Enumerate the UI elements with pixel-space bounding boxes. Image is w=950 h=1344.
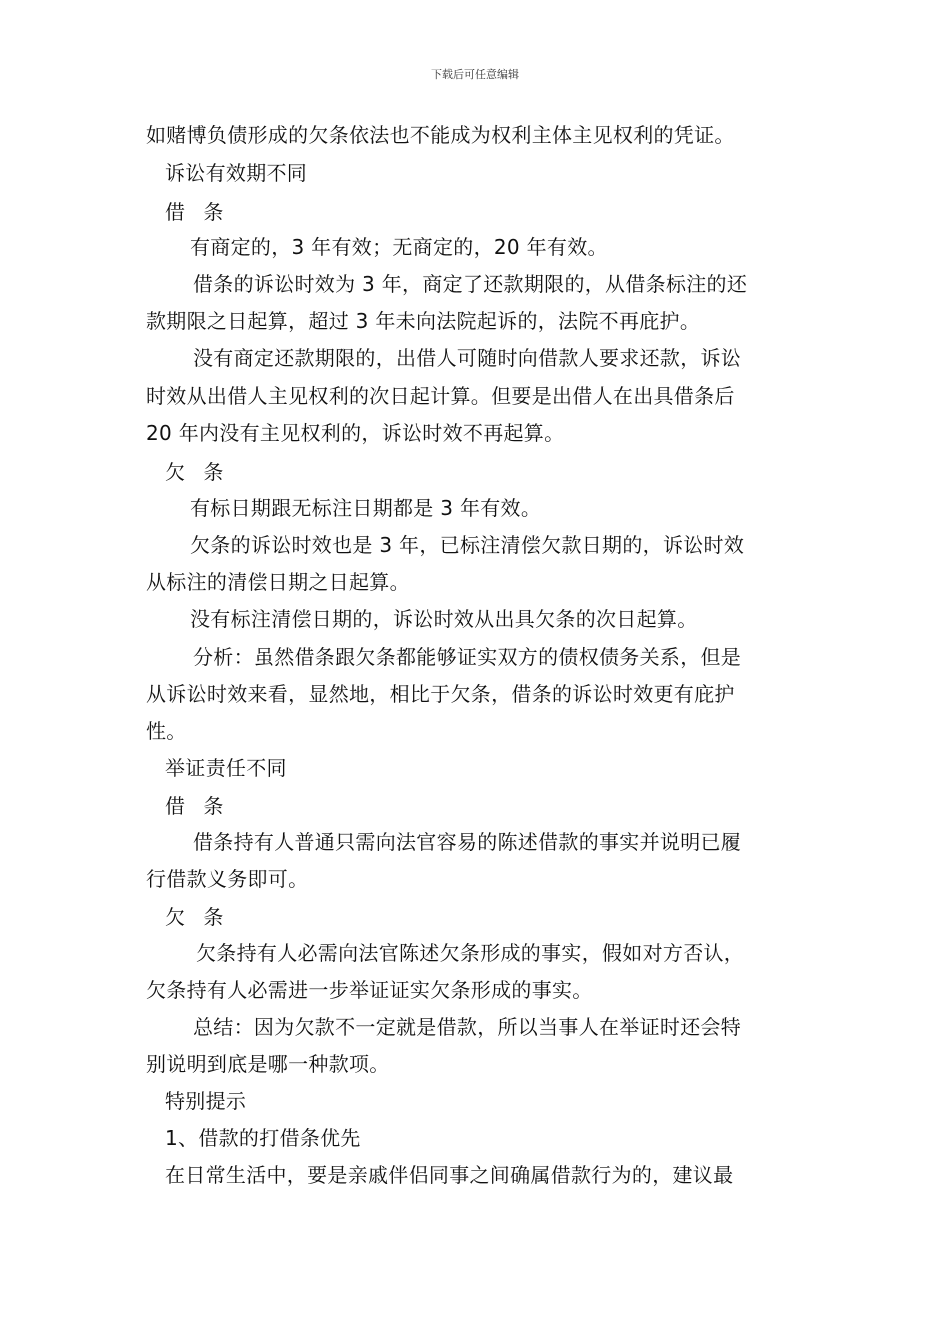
body-line: 有标日期跟无标注日期都是 3 年有效。 <box>190 496 542 520</box>
body-line: 有商定的，3 年有效；无商定的，20 年有效。 <box>190 235 608 259</box>
body-line: 分析：虽然借条跟欠条都能够证实双方的债权债务关系，但是 <box>193 645 742 669</box>
subheading: 借 条 <box>165 794 230 818</box>
body-line: 借条的诉讼时效为 3 年，商定了还款期限的，从借条标注的还 <box>193 272 748 296</box>
body-line: 别说明到底是哪一种款项。 <box>146 1052 390 1076</box>
subheading: 借 条 <box>165 200 230 224</box>
body-line: 如赌博负债形成的欠条依法也不能成为权利主体主见权利的凭证。 <box>146 123 735 147</box>
section-heading: 特别提示 <box>165 1089 247 1113</box>
body-line: 时效从出借人主见权利的次日起计算。但要是出借人在出具借条后 <box>146 384 735 408</box>
body-line: 欠条持有人必需向法官陈述欠条形成的事实，假如对方否认， <box>196 941 745 965</box>
section-heading: 1、借款的打借条优先 <box>165 1126 361 1150</box>
body-line: 行借款义务即可。 <box>146 867 309 891</box>
body-line: 在日常生活中，要是亲戚伴侣同事之间确属借款行为的，建议最 <box>165 1163 734 1187</box>
body-line: 从标注的清偿日期之日起算。 <box>146 570 410 594</box>
subheading: 欠 条 <box>165 905 230 929</box>
body-line: 没有商定还款期限的，出借人可随时向借款人要求还款，诉讼 <box>193 346 742 370</box>
body-line: 从诉讼时效来看，显然地，相比于欠条，借条的诉讼时效更有庇护 <box>146 682 735 706</box>
body-line: 总结：因为欠款不一定就是借款，所以当事人在举证时还会特 <box>193 1015 742 1039</box>
body-line: 借条持有人普通只需向法官容易的陈述借款的事实并说明已履 <box>193 830 742 854</box>
body-line: 没有标注清偿日期的，诉讼时效从出具欠条的次日起算。 <box>190 607 698 631</box>
section-heading: 举证责任不同 <box>165 756 287 780</box>
body-line: 欠条持有人必需进一步举证证实欠条形成的事实。 <box>146 978 593 1002</box>
section-heading: 诉讼有效期不同 <box>165 161 308 185</box>
body-line: 款期限之日起算，超过 3 年未向法院起诉的，法院不再庇护。 <box>146 309 701 333</box>
page-header: 下载后可任意编辑 <box>431 68 519 81</box>
body-line: 欠条的诉讼时效也是 3 年，已标注清偿欠款日期的，诉讼时效 <box>190 533 745 557</box>
subheading: 欠 条 <box>165 460 230 484</box>
body-line: 性。 <box>146 719 187 743</box>
body-line: 20 年内没有主见权利的，诉讼时效不再起算。 <box>146 421 565 445</box>
